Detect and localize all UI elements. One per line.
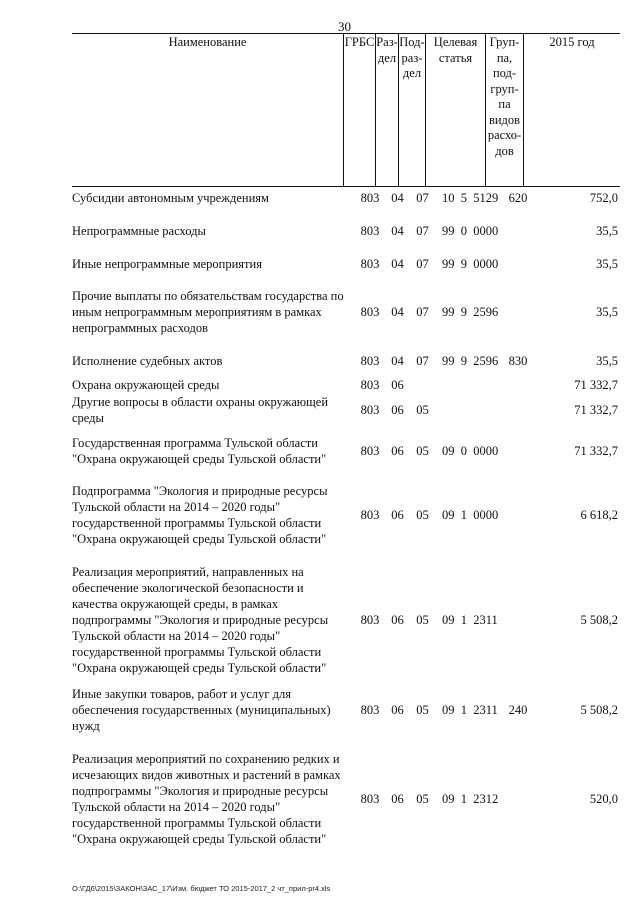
- row-target-article: 09 1 0000: [442, 507, 499, 522]
- row-name: Охрана окружающей среды: [72, 378, 220, 392]
- table-row: [72, 288, 620, 336]
- file-path-footer: O:\ГД6\2015\ЗАКОН\ЗАС_17\Изм. бюджет ТО 2015-2017_2 чт_прил-pr4.xls: [72, 884, 331, 893]
- row-target-article: 99 0 0000: [442, 223, 499, 238]
- row-grbs: 803: [360, 443, 380, 458]
- row-podrazdel: 05: [416, 791, 429, 806]
- table-row: [72, 483, 620, 547]
- table-row: [72, 435, 620, 467]
- row-podrazdel: 07: [416, 304, 429, 319]
- row-podrazdel: 07: [416, 223, 429, 238]
- header-name: Наименование: [72, 34, 344, 186]
- row-razdel: 04: [391, 353, 404, 368]
- row-razdel: 04: [391, 256, 404, 271]
- row-grbs: 803: [360, 223, 380, 238]
- row-podrazdel: 05: [416, 612, 429, 627]
- row-name: Реализация мероприятий, направленных на обеспечение экологической безопасности и качества окружающей среды, в рамках подпрограммы "Экология и природные ресурсы Тульской области на 2014 – 2020 годы" государственной программы Тульской области "Охрана окружающей среды Тульской области": [72, 565, 329, 675]
- header-target-article: Целевая статья: [426, 34, 486, 186]
- row-amount: 520,0: [589, 791, 618, 806]
- row-razdel: 04: [391, 190, 404, 205]
- row-grbs: 803: [360, 190, 380, 205]
- row-name: Иные закупки товаров, работ и услуг для обеспечения государственных (муниципальных) нужд: [72, 687, 331, 733]
- row-name: Иные непрограммные мероприятия: [72, 257, 262, 271]
- table-header: [72, 33, 620, 187]
- row-amount: 35,5: [596, 223, 618, 238]
- table-row: [72, 394, 620, 426]
- row-podrazdel: 07: [416, 190, 429, 205]
- row-grbs: 803: [360, 353, 380, 368]
- table-row: [72, 743, 620, 855]
- row-target-article: 99 9 2596: [442, 353, 499, 368]
- row-podrazdel: 05: [416, 702, 429, 717]
- row-grbs: 803: [360, 612, 380, 627]
- row-amount: 71 332,7: [574, 443, 618, 458]
- row-razdel: 06: [391, 612, 404, 627]
- row-podrazdel: 07: [416, 353, 429, 368]
- row-podrazdel: 05: [416, 402, 429, 417]
- row-name: Исполнение судебных актов: [72, 354, 223, 368]
- row-amount: 35,5: [596, 304, 618, 319]
- row-razdel: 04: [391, 223, 404, 238]
- row-amount: 71 332,7: [574, 377, 618, 392]
- row-grbs: 803: [360, 702, 380, 717]
- header-razdel: Раз- дел: [376, 34, 399, 186]
- row-target-article: 09 1 2312: [442, 791, 499, 806]
- row-expense-group: 240: [508, 702, 528, 717]
- row-razdel: 06: [391, 443, 404, 458]
- row-amount: 35,5: [596, 353, 618, 368]
- row-target-article: 99 9 2596: [442, 304, 499, 319]
- table-row: [72, 686, 620, 734]
- row-grbs: 803: [360, 377, 380, 392]
- row-expense-group: 830: [508, 353, 528, 368]
- page-number: 30: [338, 19, 351, 34]
- row-name: Подпрограмма "Экология и природные ресурсы Тульской области на 2014 – 2020 годы" государственной программы Тульской области "Охрана окружающей среды Тульской области": [72, 484, 328, 546]
- row-razdel: 04: [391, 304, 404, 319]
- header-expense-group: Груп- па, под- груп- па видов расхо- дов: [486, 34, 524, 186]
- row-podrazdel: 07: [416, 256, 429, 271]
- row-amount: 6 618,2: [580, 507, 618, 522]
- row-amount: 35,5: [596, 256, 618, 271]
- table-row: [72, 223, 620, 239]
- table-row: [72, 564, 620, 676]
- row-target-article: 09 0 0000: [442, 443, 499, 458]
- row-amount: 5 508,2: [580, 702, 618, 717]
- row-grbs: 803: [360, 304, 380, 319]
- row-target-article: 99 9 0000: [442, 256, 499, 271]
- row-razdel: 06: [391, 377, 404, 392]
- row-grbs: 803: [360, 507, 380, 522]
- header-podrazdel: Под- раз- дел: [399, 34, 426, 186]
- row-grbs: 803: [360, 256, 380, 271]
- row-target-article: 09 1 2311: [442, 702, 498, 717]
- row-amount: 5 508,2: [580, 612, 618, 627]
- table-row: [72, 353, 620, 369]
- table-row: [72, 377, 620, 393]
- row-podrazdel: 05: [416, 507, 429, 522]
- table-row: [72, 256, 620, 272]
- row-razdel: 06: [391, 402, 404, 417]
- row-target-article: 09 1 2311: [442, 612, 498, 627]
- row-grbs: 803: [360, 791, 380, 806]
- row-target-article: 10 5 5129: [442, 190, 499, 205]
- row-razdel: 06: [391, 702, 404, 717]
- row-grbs: 803: [360, 402, 380, 417]
- row-name: Другие вопросы в области охраны окружающей среды: [72, 395, 329, 425]
- row-name: Субсидии автономным учреждениям: [72, 191, 269, 205]
- header-grbs: ГРБС: [344, 34, 376, 186]
- row-podrazdel: 05: [416, 443, 429, 458]
- row-amount: 71 332,7: [574, 402, 618, 417]
- table-row: [72, 190, 620, 206]
- row-razdel: 06: [391, 507, 404, 522]
- header-year: 2015 год: [549, 35, 595, 49]
- row-name: Государственная программа Тульской области "Охрана окружающей среды Тульской области": [72, 436, 327, 466]
- row-expense-group: 620: [508, 190, 528, 205]
- row-razdel: 06: [391, 791, 404, 806]
- row-amount: 752,0: [589, 190, 618, 205]
- row-name: Непрограммные расходы: [72, 224, 206, 238]
- row-name: Прочие выплаты по обязательствам государства по иным непрограммным мероприятиям в рамках непрограммных расходов: [72, 289, 344, 335]
- row-name: Реализация мероприятий по сохранению редких и исчезающих видов животных и растений в рамках подпрограммы "Экология и природные ресурсы Тульской области на 2014 – 2020 годы" государственной программы Тульской области "Охрана окружающей среды Тульской области": [72, 752, 341, 846]
